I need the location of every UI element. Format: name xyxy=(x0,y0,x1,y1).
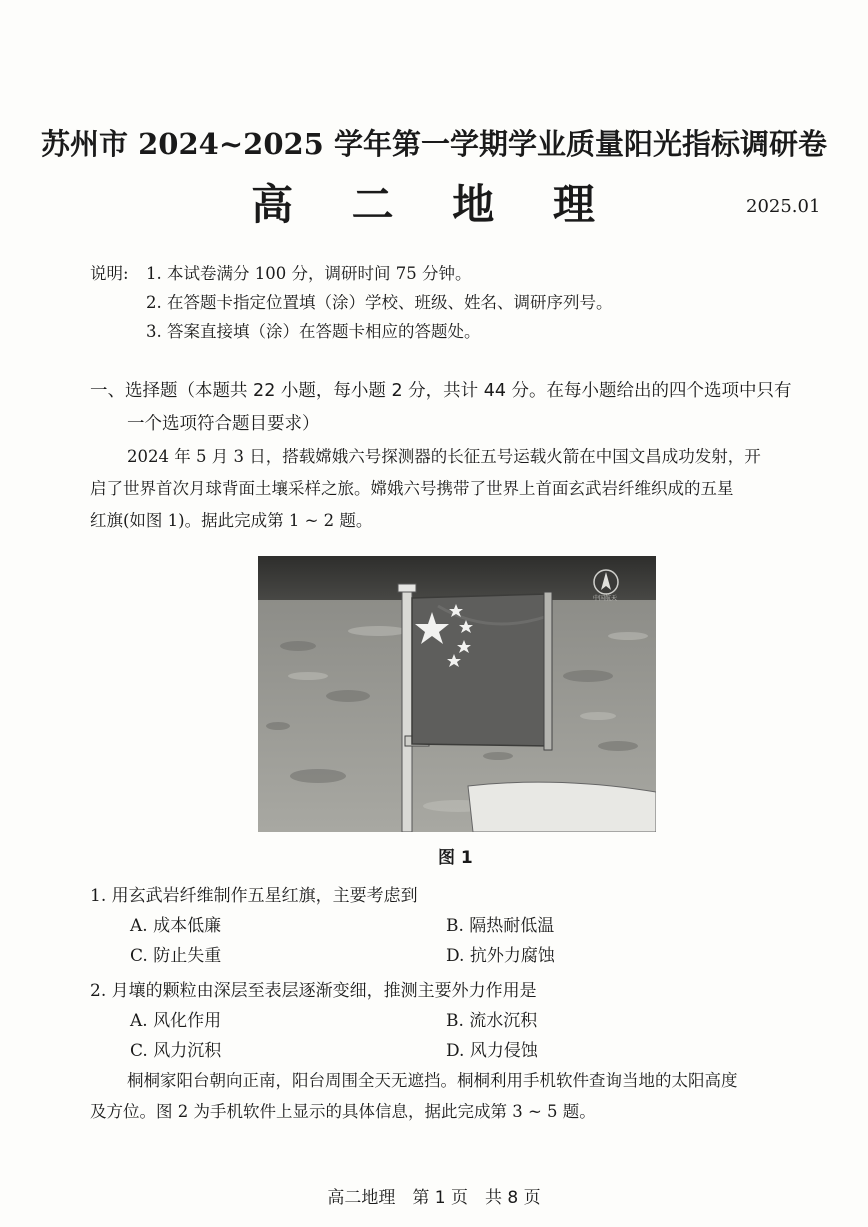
option-c: C. 风力沉积 xyxy=(130,1041,222,1061)
question-stem: 2. 月壤的颗粒由深层至表层逐渐变细，推测主要外力作用是 xyxy=(90,981,537,1001)
passage-line: 启了世界首次月球背面土壤采样之旅。嫦娥六号携带了世界上首面玄武岩纤维织成的五星 xyxy=(90,479,734,498)
option-d: D. 抗外力腐蚀 xyxy=(446,946,555,966)
instructions-label: 说明: xyxy=(90,264,129,283)
figure-watermark: 中国航天 xyxy=(593,595,618,602)
option-d: D. 风力侵蚀 xyxy=(446,1041,538,1061)
exam-date: 2025.01 xyxy=(746,196,821,217)
option-a: A. 风化作用 xyxy=(130,1011,222,1031)
section-heading-cont: 一个选项符合题目要求） xyxy=(127,414,320,434)
passage-line: 2024 年 5 月 3 日，搭载嫦娥六号探测器的长征五号运载火箭在中国文昌成功发射，开 xyxy=(127,447,761,466)
option-b: B. 隔热耐低温 xyxy=(446,916,555,936)
figure-caption: 图 1 xyxy=(438,848,473,868)
figure-moon-flag xyxy=(258,556,656,832)
aerospace-logo xyxy=(594,570,618,594)
section-heading: 一、选择题（本题共 22 小题，每小题 2 分，共计 44 分。在每小题给出的四个选项中只有 xyxy=(90,381,792,401)
question-stem: 1. 用玄武岩纤维制作五星红旗，主要考虑到 xyxy=(90,886,418,906)
exam-title: 苏州市 2024~2025 学年第一学期学业质量阳光指标调研卷 xyxy=(41,127,827,161)
page-footer: 高二地理 第 1 页 共 8 页 xyxy=(327,1188,541,1208)
moon-flag-photo xyxy=(258,556,656,832)
subject-title: 高 二 地 理 xyxy=(251,180,617,229)
option-a: A. 成本低廉 xyxy=(130,916,222,936)
instruction-item: 2. 在答题卡指定位置填（涂）学校、班级、姓名、调研序列号。 xyxy=(146,293,613,312)
passage-line: 桐桐家阳台朝向正南，阳台周围全天无遮挡。桐桐利用手机软件查询当地的太阳高度 xyxy=(127,1071,738,1090)
option-b: B. 流水沉积 xyxy=(446,1011,538,1031)
passage-line: 红旗(如图 1)。据此完成第 1 ~ 2 题。 xyxy=(90,511,373,530)
option-c: C. 防止失重 xyxy=(130,946,222,966)
passage-line: 及方位。图 2 为手机软件上显示的具体信息，据此完成第 3 ~ 5 题。 xyxy=(90,1102,596,1121)
instruction-item: 3. 答案直接填（涂）在答题卡相应的答题处。 xyxy=(146,322,481,341)
instruction-item: 1. 本试卷满分 100 分，调研时间 75 分钟。 xyxy=(146,264,472,283)
